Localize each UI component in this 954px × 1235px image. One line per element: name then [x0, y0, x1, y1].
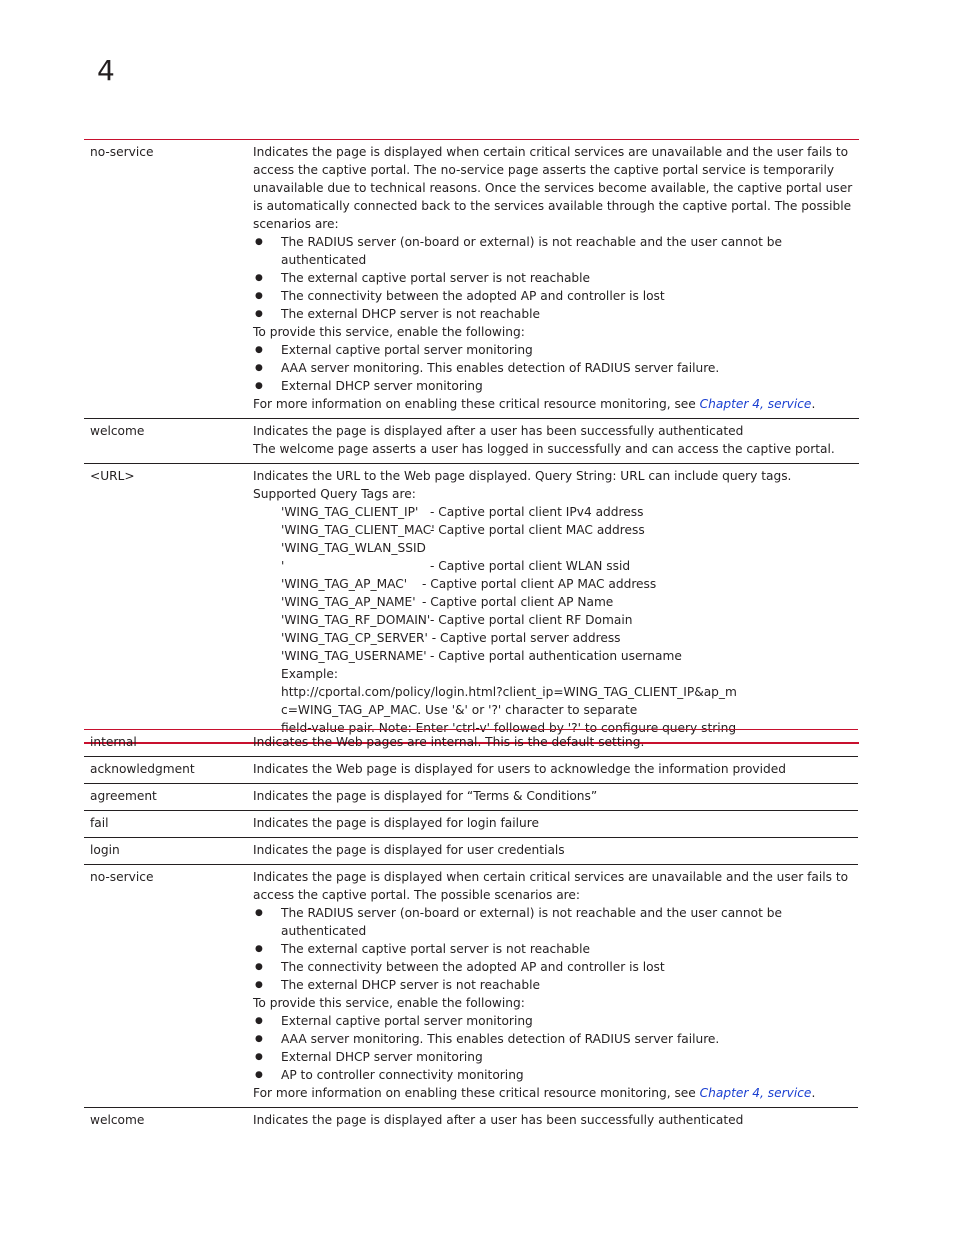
description-intro: Indicates the page is displayed when certain critical services are unavailable and the user fails to access the captive portal. The possible scenarios are: — [253, 870, 849, 902]
list-item: ● External DHCP server monitoring — [253, 1048, 852, 1066]
query-tag-row — [281, 611, 853, 629]
example-line: c=WING_TAG_AP_MAC. Use '&' or '?' character to separate — [281, 703, 638, 717]
query-tag: 'WING_TAG_USERNAME' — [281, 649, 427, 663]
term-cell: agreement — [84, 784, 247, 811]
table-row — [84, 784, 858, 811]
description-cell — [247, 865, 858, 1108]
example-line: http://cportal.com/policy/login.html?client_ip=WING_TAG_CLIENT_IP&ap_m — [281, 685, 737, 699]
table-row — [84, 811, 858, 838]
query-tag-desc: - Captive portal client MAC address — [430, 523, 645, 537]
list-item: ● External DHCP server monitoring — [253, 377, 853, 395]
term-cell: <URL> — [84, 464, 247, 744]
list-item: ● The external DHCP server is not reachable — [253, 305, 853, 323]
enable-intro: To provide this service, enable the following: — [253, 325, 525, 339]
query-tag-desc: - Captive portal client WLAN ssid — [430, 559, 631, 573]
scenario-list — [253, 904, 852, 994]
description-cell: Indicates the Web page is displayed for users to acknowledge the information provided — [247, 757, 858, 784]
description-cell — [247, 419, 859, 464]
term-cell: internal — [90, 735, 137, 749]
query-tag-list — [253, 503, 853, 737]
list-item: ● The external captive portal server is not reachable — [253, 269, 853, 287]
term-cell: welcome — [84, 419, 247, 464]
description-cell: Indicates the page is displayed for “Terms & Conditions” — [247, 784, 858, 811]
parameter-table-1 — [84, 139, 859, 744]
term-cell: no-service — [90, 145, 154, 159]
term-cell: no-service — [84, 865, 247, 1108]
term-cell: fail — [84, 811, 247, 838]
list-item: ● The connectivity between the adopted AP and controller is lost — [253, 287, 853, 305]
query-tag: 'WING_TAG_AP_MAC' — [281, 577, 408, 591]
description-line: Indicates the URL to the Web page displayed. Query String: URL can include query tags. — [253, 469, 792, 483]
list-item: ● The RADIUS server (on-board or external) is not reachable and the user cannot be authenticated — [253, 233, 853, 269]
more-info-suffix: . — [811, 1086, 816, 1100]
more-info-suffix: . — [811, 397, 816, 411]
example-line: field-value pair. Note: Enter 'ctrl-v' followed by '?' to configure query string — [281, 721, 737, 735]
list-item: ● AAA server monitoring. This enables detection of RADIUS server failure. — [253, 1030, 852, 1048]
list-item: ● The RADIUS server (on-board or external) is not reachable and the user cannot be authenticated — [253, 904, 852, 940]
list-item: ● External captive portal server monitoring — [253, 341, 853, 359]
example-label: Example: — [281, 667, 338, 681]
chapter-number: 4 — [97, 54, 115, 87]
description-cell — [247, 140, 859, 419]
query-tag: 'WING_TAG_CP_SERVER' — [281, 631, 428, 645]
query-tag-desc: - Captive portal client IPv4 address — [430, 505, 644, 519]
list-item: ● The connectivity between the adopted AP and controller is lost — [253, 958, 852, 976]
query-tag-desc: - Captive portal client AP Name — [422, 595, 614, 609]
enable-list — [253, 1012, 852, 1084]
table-row — [84, 838, 858, 865]
query-tag-row — [281, 503, 853, 521]
query-tag-row — [281, 575, 853, 593]
list-item: ● The external captive portal server is not reachable — [253, 940, 852, 958]
table-row — [84, 865, 858, 1108]
more-info-text: For more information on enabling these critical resource monitoring, see — [253, 1086, 700, 1100]
description-line: Supported Query Tags are: — [253, 487, 416, 501]
scenario-list — [253, 233, 853, 323]
description-cell: Indicates the page is displayed after a user has been successfully authenticated — [247, 1108, 858, 1135]
parameter-table-2 — [84, 729, 858, 1134]
table-row — [84, 1108, 858, 1135]
list-item: ● External captive portal server monitoring — [253, 1012, 852, 1030]
more-info — [253, 1084, 852, 1102]
term-cell: login — [84, 838, 247, 865]
description-line: Indicates the page is displayed after a user has been successfully authenticated — [253, 424, 744, 438]
description-cell: Indicates the page is displayed for user credentials — [247, 838, 858, 865]
description-intro: Indicates the page is displayed when certain critical services are unavailable and the user fails to access the captive portal. The no-service page asserts the captive portal service is temporarily unavailable due to technical reasons. Once the services become available, the captive portal user is automatically connected back to the services available through the captive portal. The possible scenarios are: — [253, 145, 853, 231]
table-row — [84, 140, 859, 419]
table-row — [84, 730, 858, 757]
term-cell: acknowledgment — [84, 757, 247, 784]
chapter-link[interactable]: Chapter 4, service — [699, 1086, 812, 1100]
query-tag: 'WING_TAG_AP_NAME' — [281, 595, 416, 609]
query-tag-row — [281, 593, 853, 611]
description-line: The welcome page asserts a user has logged in successfully and can access the captive portal. — [253, 442, 835, 456]
term-cell: welcome — [84, 1108, 247, 1135]
list-item: ● The external DHCP server is not reachable — [253, 976, 852, 994]
query-tag-desc: - Captive portal client AP MAC address — [422, 577, 657, 591]
query-tag-row — [281, 521, 853, 539]
more-info — [253, 395, 853, 413]
description-cell: Indicates the page is displayed for login failure — [247, 811, 858, 838]
enable-intro: To provide this service, enable the following: — [253, 996, 525, 1010]
chapter-link[interactable]: Chapter 4, service — [699, 397, 812, 411]
description-cell: Indicates the Web pages are internal. This is the default setting. — [253, 735, 645, 749]
enable-list — [253, 341, 853, 395]
description-cell — [247, 464, 859, 744]
table-row — [84, 464, 859, 744]
query-tag-desc: - Captive portal authentication username — [430, 649, 682, 663]
query-tag: 'WING_TAG_RF_DOMAIN' — [281, 613, 431, 627]
query-tag: 'WING_TAG_WLAN_SSID ' — [281, 541, 426, 573]
list-item: ● AAA server monitoring. This enables detection of RADIUS server failure. — [253, 359, 853, 377]
table-row — [84, 757, 858, 784]
query-tag-row — [281, 539, 853, 575]
query-tag: 'WING_TAG_CLIENT_IP' — [281, 505, 419, 519]
table-row — [84, 419, 859, 464]
query-tag-desc: - Captive portal client RF Domain — [430, 613, 633, 627]
query-tag-row — [281, 647, 853, 665]
query-tag-row — [281, 629, 853, 647]
more-info-text: For more information on enabling these critical resource monitoring, see — [253, 397, 700, 411]
query-tag-desc: - Captive portal server address — [431, 631, 621, 645]
list-item: ● AP to controller connectivity monitoring — [253, 1066, 852, 1084]
query-tag: 'WING_TAG_CLIENT_MAC' — [281, 523, 435, 537]
